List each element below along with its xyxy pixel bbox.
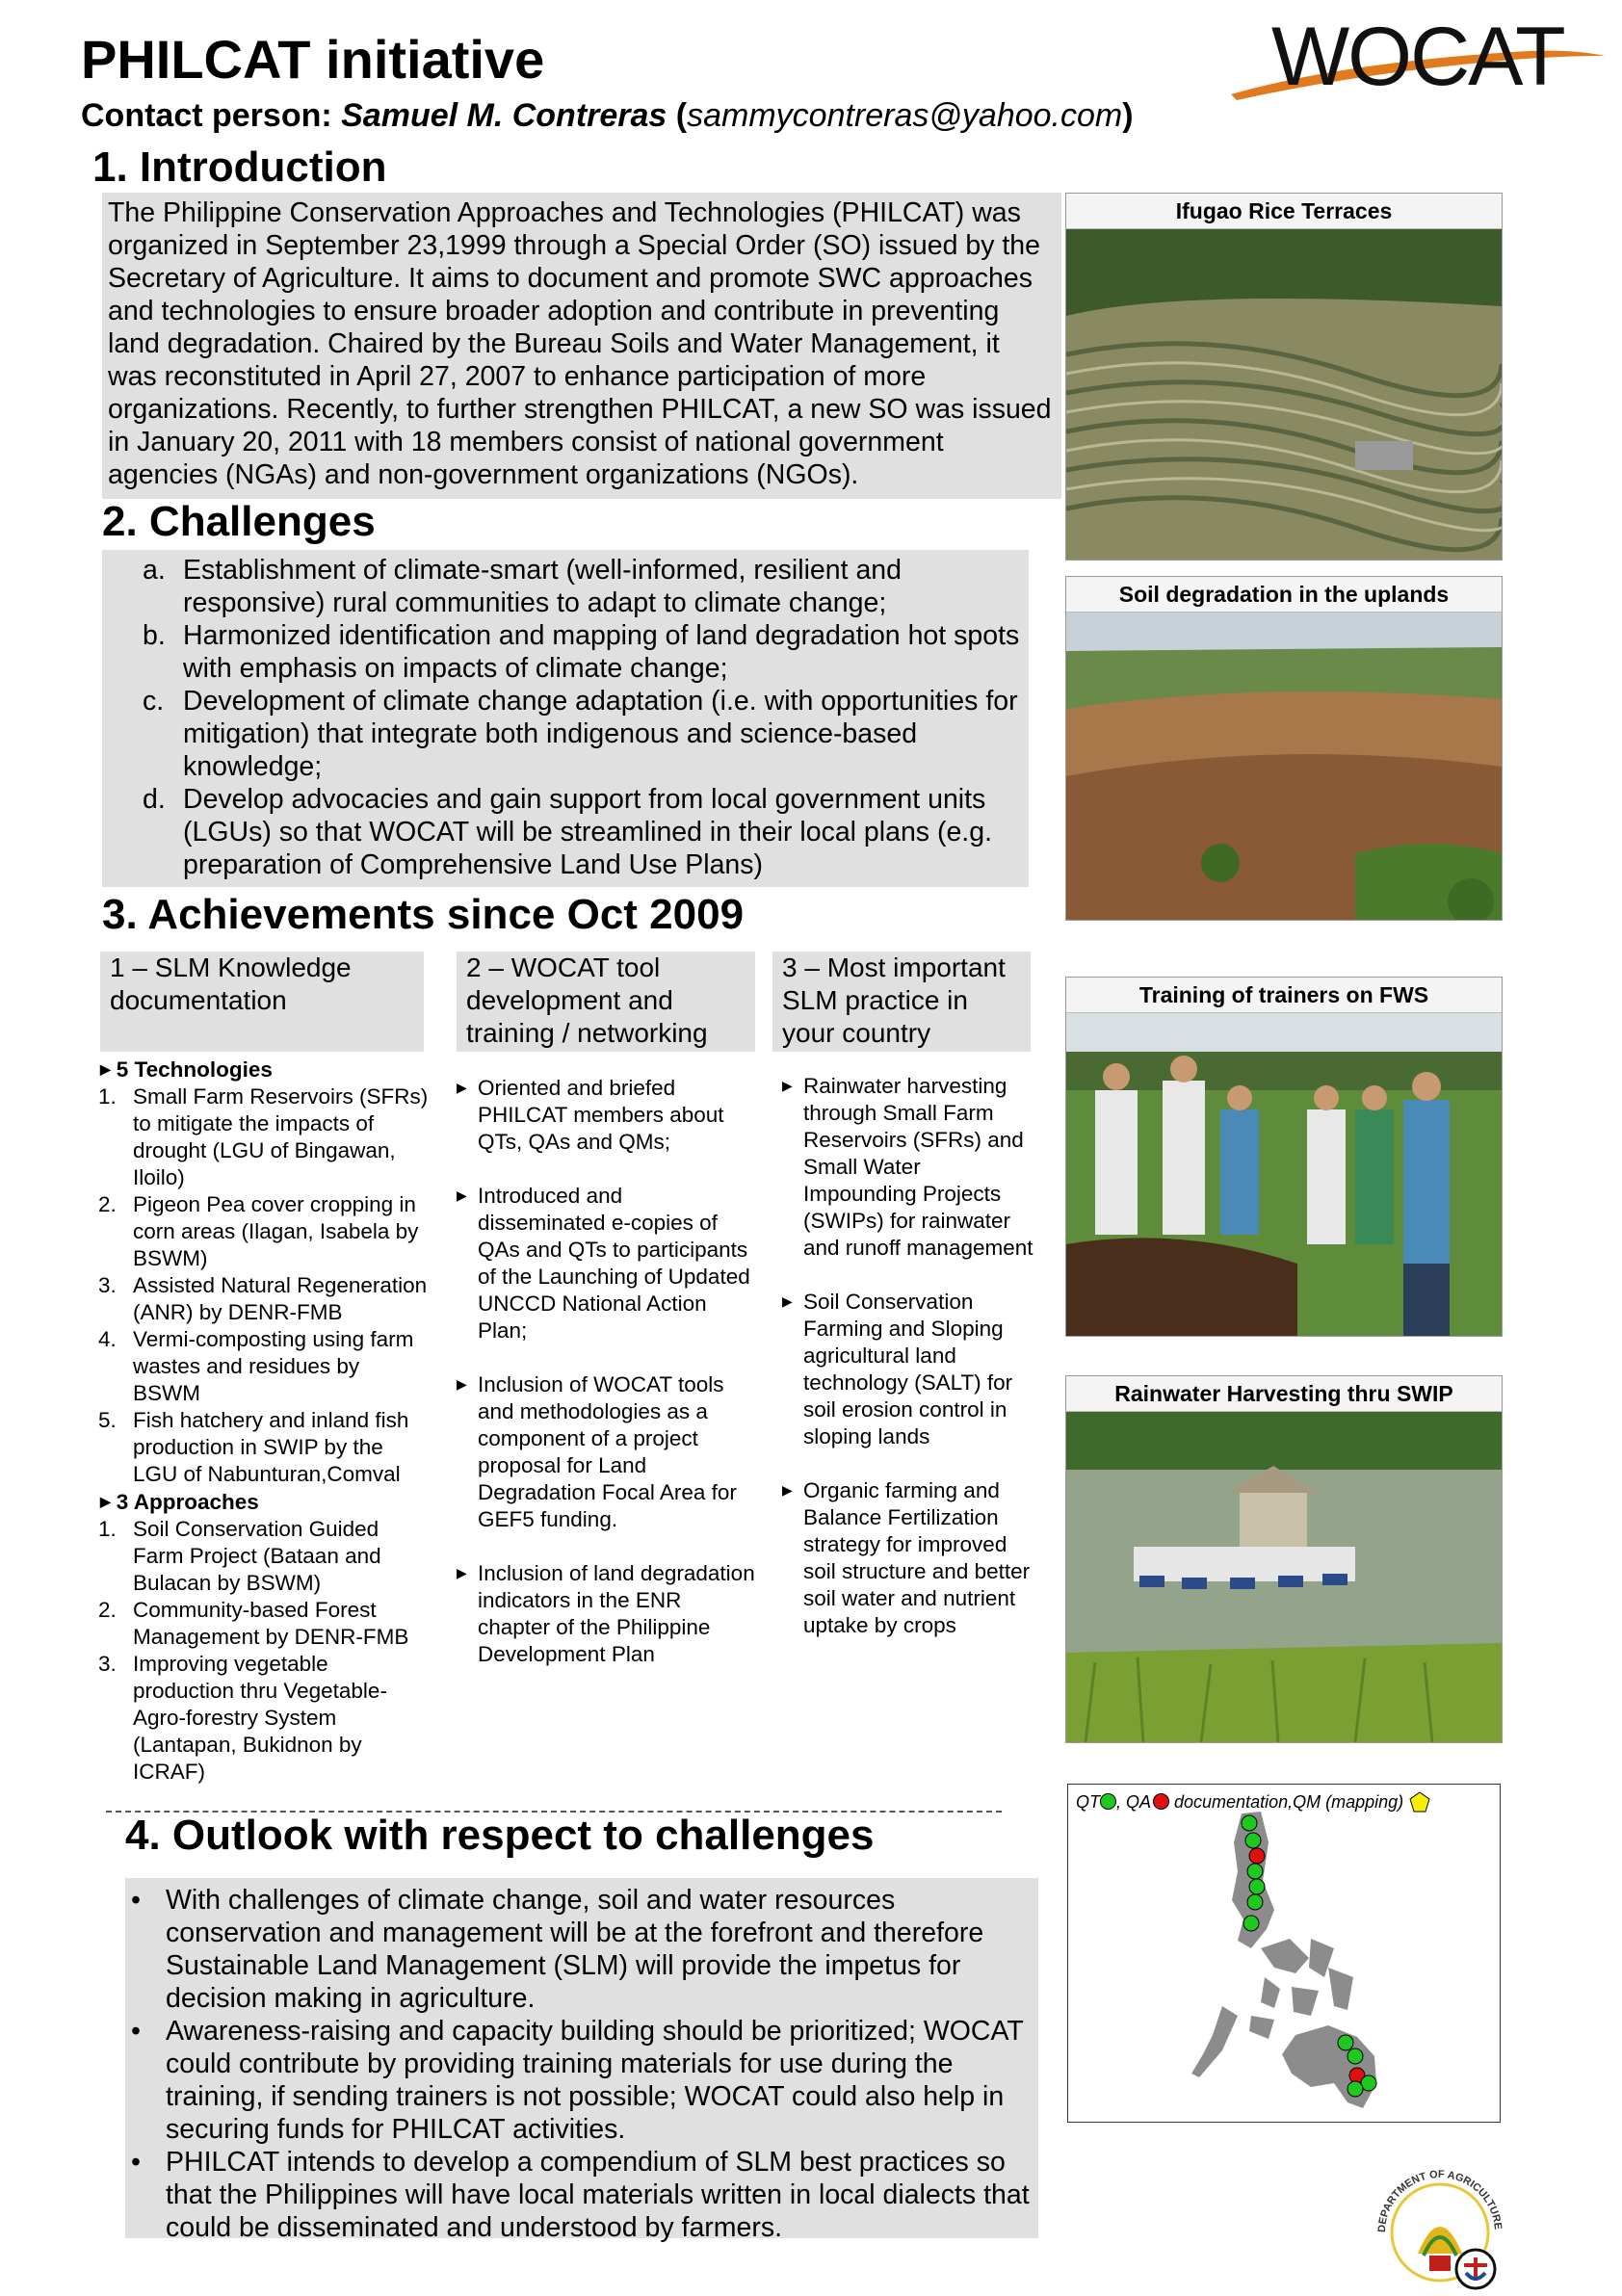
legend-qt-label: QT [1076,1792,1100,1812]
col2-item: ▶ Introduced and disseminated e-copies of QAs and QTs to participants of the Launching of Updated UNCCD National Action Plan; [457,1184,750,1343]
contact-label: Contact person: [81,97,342,134]
bullet-dot-icon: • [131,1885,141,1916]
outlook-list [125,1878,1038,2244]
contact-line: Contact person: Samuel M. Contreras (sammycontreras@yahoo.com) [81,97,1134,134]
achievements-heading: 3. Achievements since Oct 2009 [102,891,745,938]
approach-item: 1. Soil Conservation Guided Farm Project (Bataan and Bulacan by BSWM) [98,1517,381,1595]
challenge-text: Harmonized identification and mapping of land degradation hot spots with emphasis on impacts of climate change; [183,620,1020,684]
photo-soil-degradation [1065,576,1503,921]
training-image [1066,1013,1502,1336]
triangle-bullet-icon: ▶ [457,1187,467,1203]
outlook-box [125,1878,1038,2243]
col1-header: 1 – SLM Knowledge documentation [100,952,424,1052]
challenges-heading: 2. Challenges [102,498,376,545]
bullet-dot-icon: • [131,2016,141,2047]
legend-rest-label: documentation,QM (mapping) [1169,1792,1404,1812]
technology-item: 3. Assisted Natural Regeneration (ANR) by DENR-FMB [98,1273,428,1324]
outlook-item: • Awareness-raising and capacity building should be prioritized; WOCAT could contribute by providing training materials for use during the training, if sending trainers is not possible; WOCAT could also help in securing funds for PHILCAT activities. [131,2016,1024,2145]
challenge-item [102,685,1029,783]
triangle-bullet-icon: ▶ [782,1482,793,1498]
photo-rice-terraces [1065,193,1503,561]
contact-name: Samuel M. Contreras [341,97,667,134]
photo-caption: Training of trainers on FWS [1066,978,1502,1013]
challenges-box [102,550,1029,887]
intro-text: The Philippine Conservation Approaches and Technologies (PHILCAT) was organized in September 23,1999 through a Special Order (SO) issued by the Secretary of Agriculture. It aims to document and promote SWC approaches and technologies to ensure broader adoption and contribute in preventing land degradation. Chaired by the Bureau Soils and Water Management, it was reconstituted in April 27, 2007 to enhance participation of more organizations. Recently, to further strengthen PHILCAT, a new SO was issued in January 20, 2011 with 18 members consist of national government agencies (NGAs) and non-government organizations (NGOs). [108,197,1052,490]
col3-item: ▶ Rainwater harvesting through Small Farm Reservoirs (SFRs) and Small Water Impounding Projects (SWIPs) for rainwater and runoff management [782,1074,1033,1260]
col2-item: ▶ Oriented and briefed PHILCAT members about QTs, QAs and QMs; [457,1076,724,1154]
challenge-item [102,619,1029,685]
col2-item: ▶ Inclusion of WOCAT tools and methodologies as a component of a project proposal for Land Degradation Focal Area for GEF5 funding. [457,1372,737,1531]
outlook-heading: 4. Outlook with respect to challenges [125,1812,875,1859]
department-of-agriculture-seal [1368,2161,1512,2290]
challenge-marker: c. [143,686,165,717]
challenge-marker: a. [143,555,166,586]
technology-item: 5. Fish hatchery and inland fish production in SWIP by the LGU of Nabunturan,Comval [98,1408,409,1486]
technology-item: 1. Small Farm Reservoirs (SFRs) to mitigate the impacts of drought (LGU of Bingawan, Iloilo) [98,1084,429,1189]
intro-box [102,193,1061,499]
approaches-title: ▶ 3 Approaches [100,1490,259,1514]
col2-item: ▶ Inclusion of land degradation indicators in the ENR chapter of the Philippine Development Plan [457,1561,755,1666]
wocat-logo [1223,13,1609,106]
col2-header: 2 – WOCAT tool development and training / networking [457,952,755,1052]
swip-image [1066,1412,1502,1742]
triangle-bullet-icon: ▶ [457,1080,467,1095]
photo-training [1065,977,1503,1337]
page-title: PHILCAT initiative [81,29,545,90]
challenge-marker: d. [143,784,166,815]
photo-caption: Soil degradation in the uplands [1066,577,1502,613]
technology-item: 4. Vermi-composting using farm wastes and residues by BSWM [98,1327,414,1405]
challenge-text: Development of climate change adaptation (i.e. with opportunities for mitigation) that integrate both indigenous and science-based knowledge; [183,686,1018,782]
triangle-bullet-icon: ▶ [100,1494,111,1509]
soil-degradation-image [1066,613,1502,920]
seal-graphic [1368,2161,1512,2290]
contact-email: sammycontreras@yahoo.com [687,97,1123,134]
challenge-item [102,554,1029,619]
outlook-item: • With challenges of climate change, soil and water resources conservation and management will be at the forefront and therefore Sustainable Land Management (SLM) will provide the impetus for decision making in agriculture. [131,1885,984,2014]
photo-caption: Ifugao Rice Terraces [1066,194,1502,229]
rice-terraces-image [1066,229,1502,560]
triangle-bullet-icon: ▶ [100,1061,111,1077]
legend-qa-label: , QA [1116,1792,1152,1812]
col2-body [457,1075,755,1668]
photo-caption: Rainwater Harvesting thru SWIP [1066,1376,1502,1412]
bullet-dot-icon: • [131,2147,141,2178]
approach-item: 2. Community-based Forest Management by DENR-FMB [98,1598,409,1649]
technology-item: 2. Pigeon Pea cover cropping in corn areas (Ilagan, Isabela by BSWM) [98,1192,419,1270]
technologies-title: ▶ 5 Technologies [100,1057,273,1082]
philippines-map [1067,1784,1501,2123]
triangle-bullet-icon: ▶ [457,1565,467,1580]
challenge-marker: b. [143,620,166,651]
logo-text: WOCAT [1271,13,1564,103]
triangle-bullet-icon: ▶ [782,1078,793,1093]
map-graphic [1068,1785,1500,2122]
challenge-text: Establishment of climate-smart (well-informed, resilient and responsive) rural communities to adapt to climate change; [183,555,903,618]
triangle-bullet-icon: ▶ [457,1376,467,1392]
col3-item: ▶ Soil Conservation Farming and Sloping agricultural land technology (SALT) for soil erosion control in sloping lands [782,1290,1013,1448]
challenge-text: Develop advocacies and gain support from local government units (LGUs) so that WOCAT will be streamlined in their local plans (e.g. preparation of Comprehensive Land Use Plans) [183,784,992,880]
challenge-item [102,783,1029,881]
col3-body [782,1073,1034,1639]
photo-swip [1065,1375,1503,1743]
intro-heading: 1. Introduction [92,144,387,191]
approach-item: 3. Improving vegetable production thru Vegetable-Agro-forestry System (Lantapan, Bukidnon by ICRAF) [98,1652,387,1784]
col3-header: 3 – Most important SLM practice in your country [772,952,1031,1052]
triangle-bullet-icon: ▶ [782,1293,793,1309]
challenges-list [102,550,1029,881]
outlook-item: • PHILCAT intends to develop a compendium of SLM best practices so that the Philippines will have local materials written in local dialects that could be disseminated and understood by farmers. [131,2147,1030,2243]
seal-text: DEPARTMENT OF AGRICULTURE [1375,2168,1504,2233]
col3-item: ▶ Organic farming and Balance Fertilization strategy for improved soil structure and better soil water and nutrient uptake by crops [782,1478,1031,1637]
col1-body [98,1056,432,1786]
